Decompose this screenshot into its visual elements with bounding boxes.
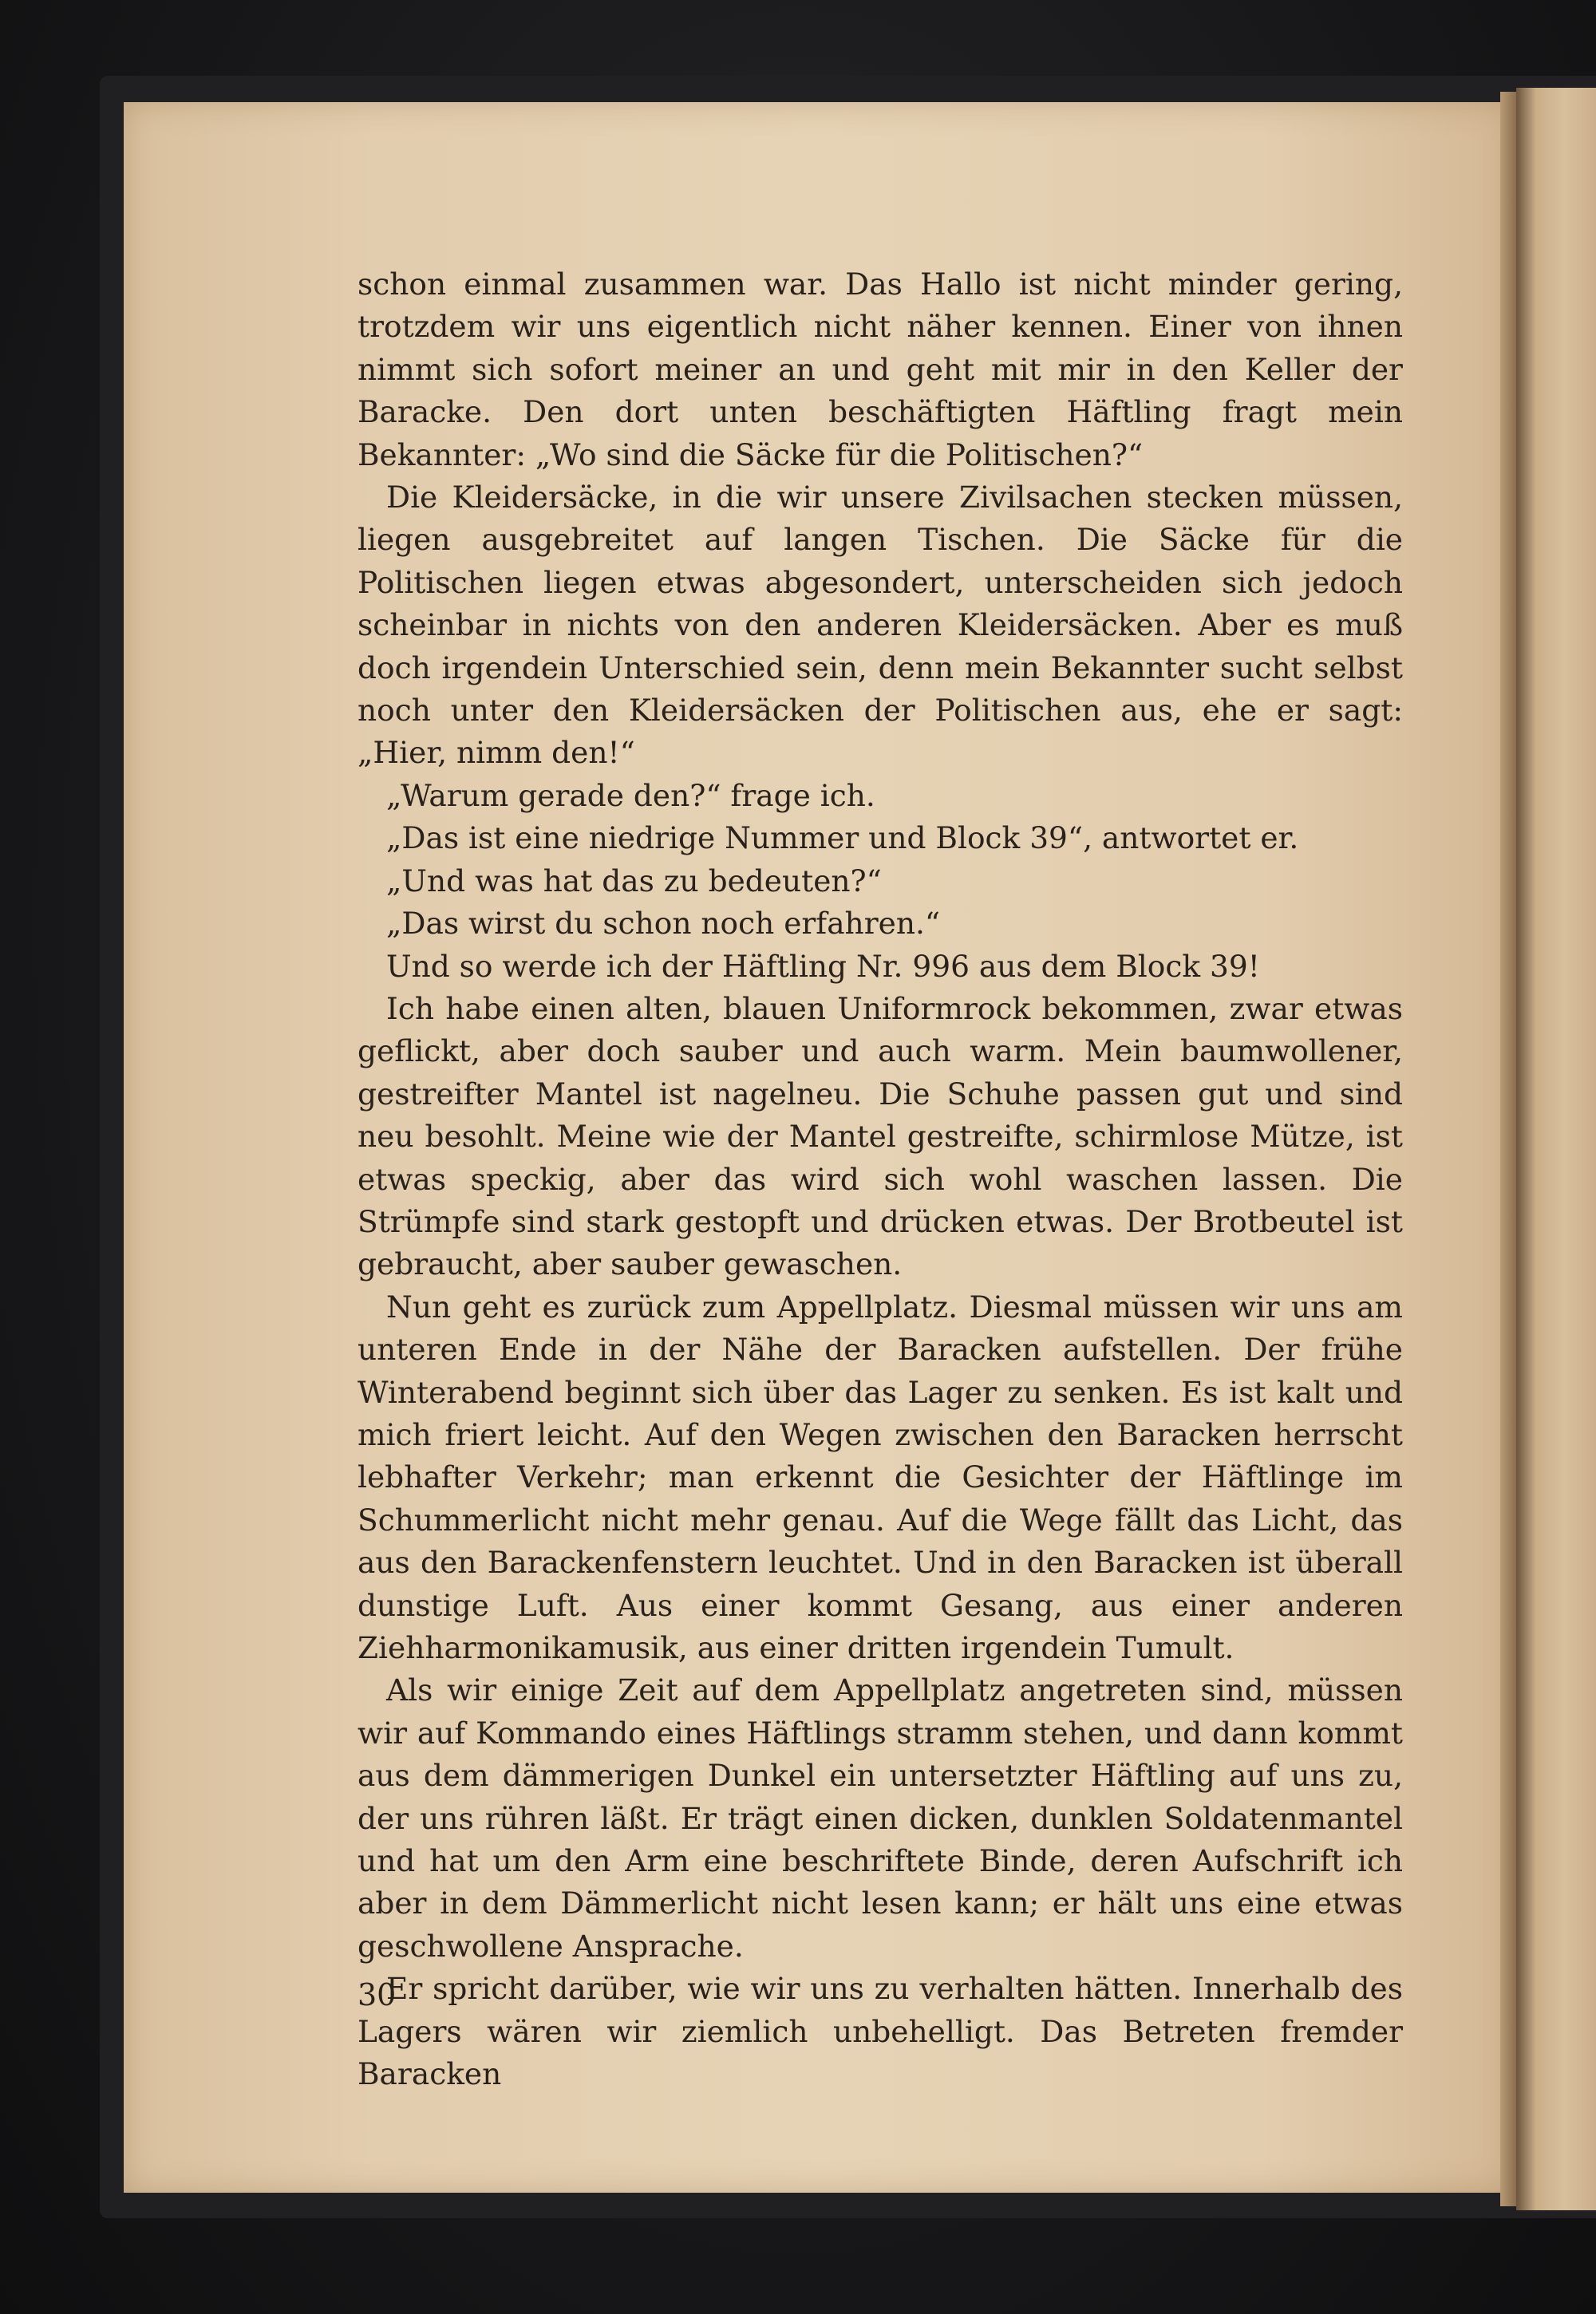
paragraph: „Warum gerade den?“ frage ich. xyxy=(386,777,875,813)
next-page-edge xyxy=(1516,88,1596,2210)
paragraph: Und so werde ich der Häftling Nr. 996 aus dem Block 39! xyxy=(386,948,1260,984)
paragraph: „Und was hat das zu bedeuten?“ xyxy=(386,863,882,898)
paragraph: Er spricht darüber, wie wir uns zu verhalten hätten. Innerhalb des Lagers wären wir ziemlich unbehelligt. Das Betreten fremder Baracken xyxy=(358,1971,1403,2092)
paragraph: schon einmal zusammen war. Das Hallo ist nicht minder gering, trotzdem wir uns eigentlich nicht näher kennen. Einer von ihnen nimmt sich sofort meiner an und geht mit mir in den Keller der Baracke. Den dort unten beschäftigten Häftling fragt mein Bekannter: „Wo sind die Säcke für die Politischen?“ xyxy=(358,267,1403,472)
paragraph: „Das wirst du schon noch erfahren.“ xyxy=(386,906,941,942)
paragraph: Als wir einige Zeit auf dem Appellplatz angetreten sind, müssen wir auf Kommando eines Häftlings stramm stehen, und dann kommt aus dem dämmerigen Dunkel ein untersetzter Häftling auf uns zu, der uns rühren läßt. Er trägt einen dicken, dunklen Soldatenmantel und hat um den Arm eine beschriftete Binde, deren Aufschrift ich aber in dem Dämmerlicht nicht lesen kann; er hält uns eine etwas geschwollene Ansprache. xyxy=(358,1672,1403,1964)
page-number: 30 xyxy=(358,1977,397,2012)
page-text xyxy=(358,263,1403,2095)
paragraph: Die Kleidersäcke, in die wir unsere Zivilsachen stecken müssen, liegen ausgebreitet auf langen Tischen. Die Säcke für die Politischen liegen etwas abgesondert, unterscheiden sich jedoch scheinbar in nichts von den anderen Kleidersäcken. Aber es muß doch irgendein Unterschied sein, denn mein Bekannter sucht selbst noch unter den Kleidersäcken der Politischen aus, ehe er sagt: „Hier, nimm den!“ xyxy=(358,480,1403,771)
paragraph: Ich habe einen alten, blauen Uniformrock bekommen, zwar etwas geflickt, aber doch sauber und auch warm. Mein baumwollener, gestreifter Mantel ist nagelneu. Die Schuhe passen gut und sind neu besohlt. Meine wie der Mantel gestreifte, schirmlose Mütze, ist etwas speckig, aber das wird sich wohl waschen lassen. Die Strümpfe sind stark gestopft und drücken etwas. Der Brotbeutel ist gebraucht, aber sauber gewaschen. xyxy=(358,990,1403,1282)
paragraph: „Das ist eine niedrige Nummer und Block 39“, antwortet er. xyxy=(386,820,1299,856)
paragraph: Nun geht es zurück zum Appellplatz. Diesmal müssen wir uns am unteren Ende in der Nähe der Baracken aufstellen. Der frühe Winterabend beginnt sich über das Lager zu senken. Es ist kalt und mich friert leicht. Auf den Wegen zwischen den Baracken herrscht lebhafter Verkehr; man erkennt die Gesichter der Häftlinge im Schummerlicht nicht mehr genau. Auf die Wege fällt das Licht, das aus den Barackenfenstern leuchtet. Und in den Baracken ist überall dunstige Luft. Aus einer kommt Gesang, aus einer anderen Ziehharmonikamusik, aus einer dritten irgendein Tumult. xyxy=(358,1289,1403,1665)
page-gutter xyxy=(1500,92,1516,2206)
